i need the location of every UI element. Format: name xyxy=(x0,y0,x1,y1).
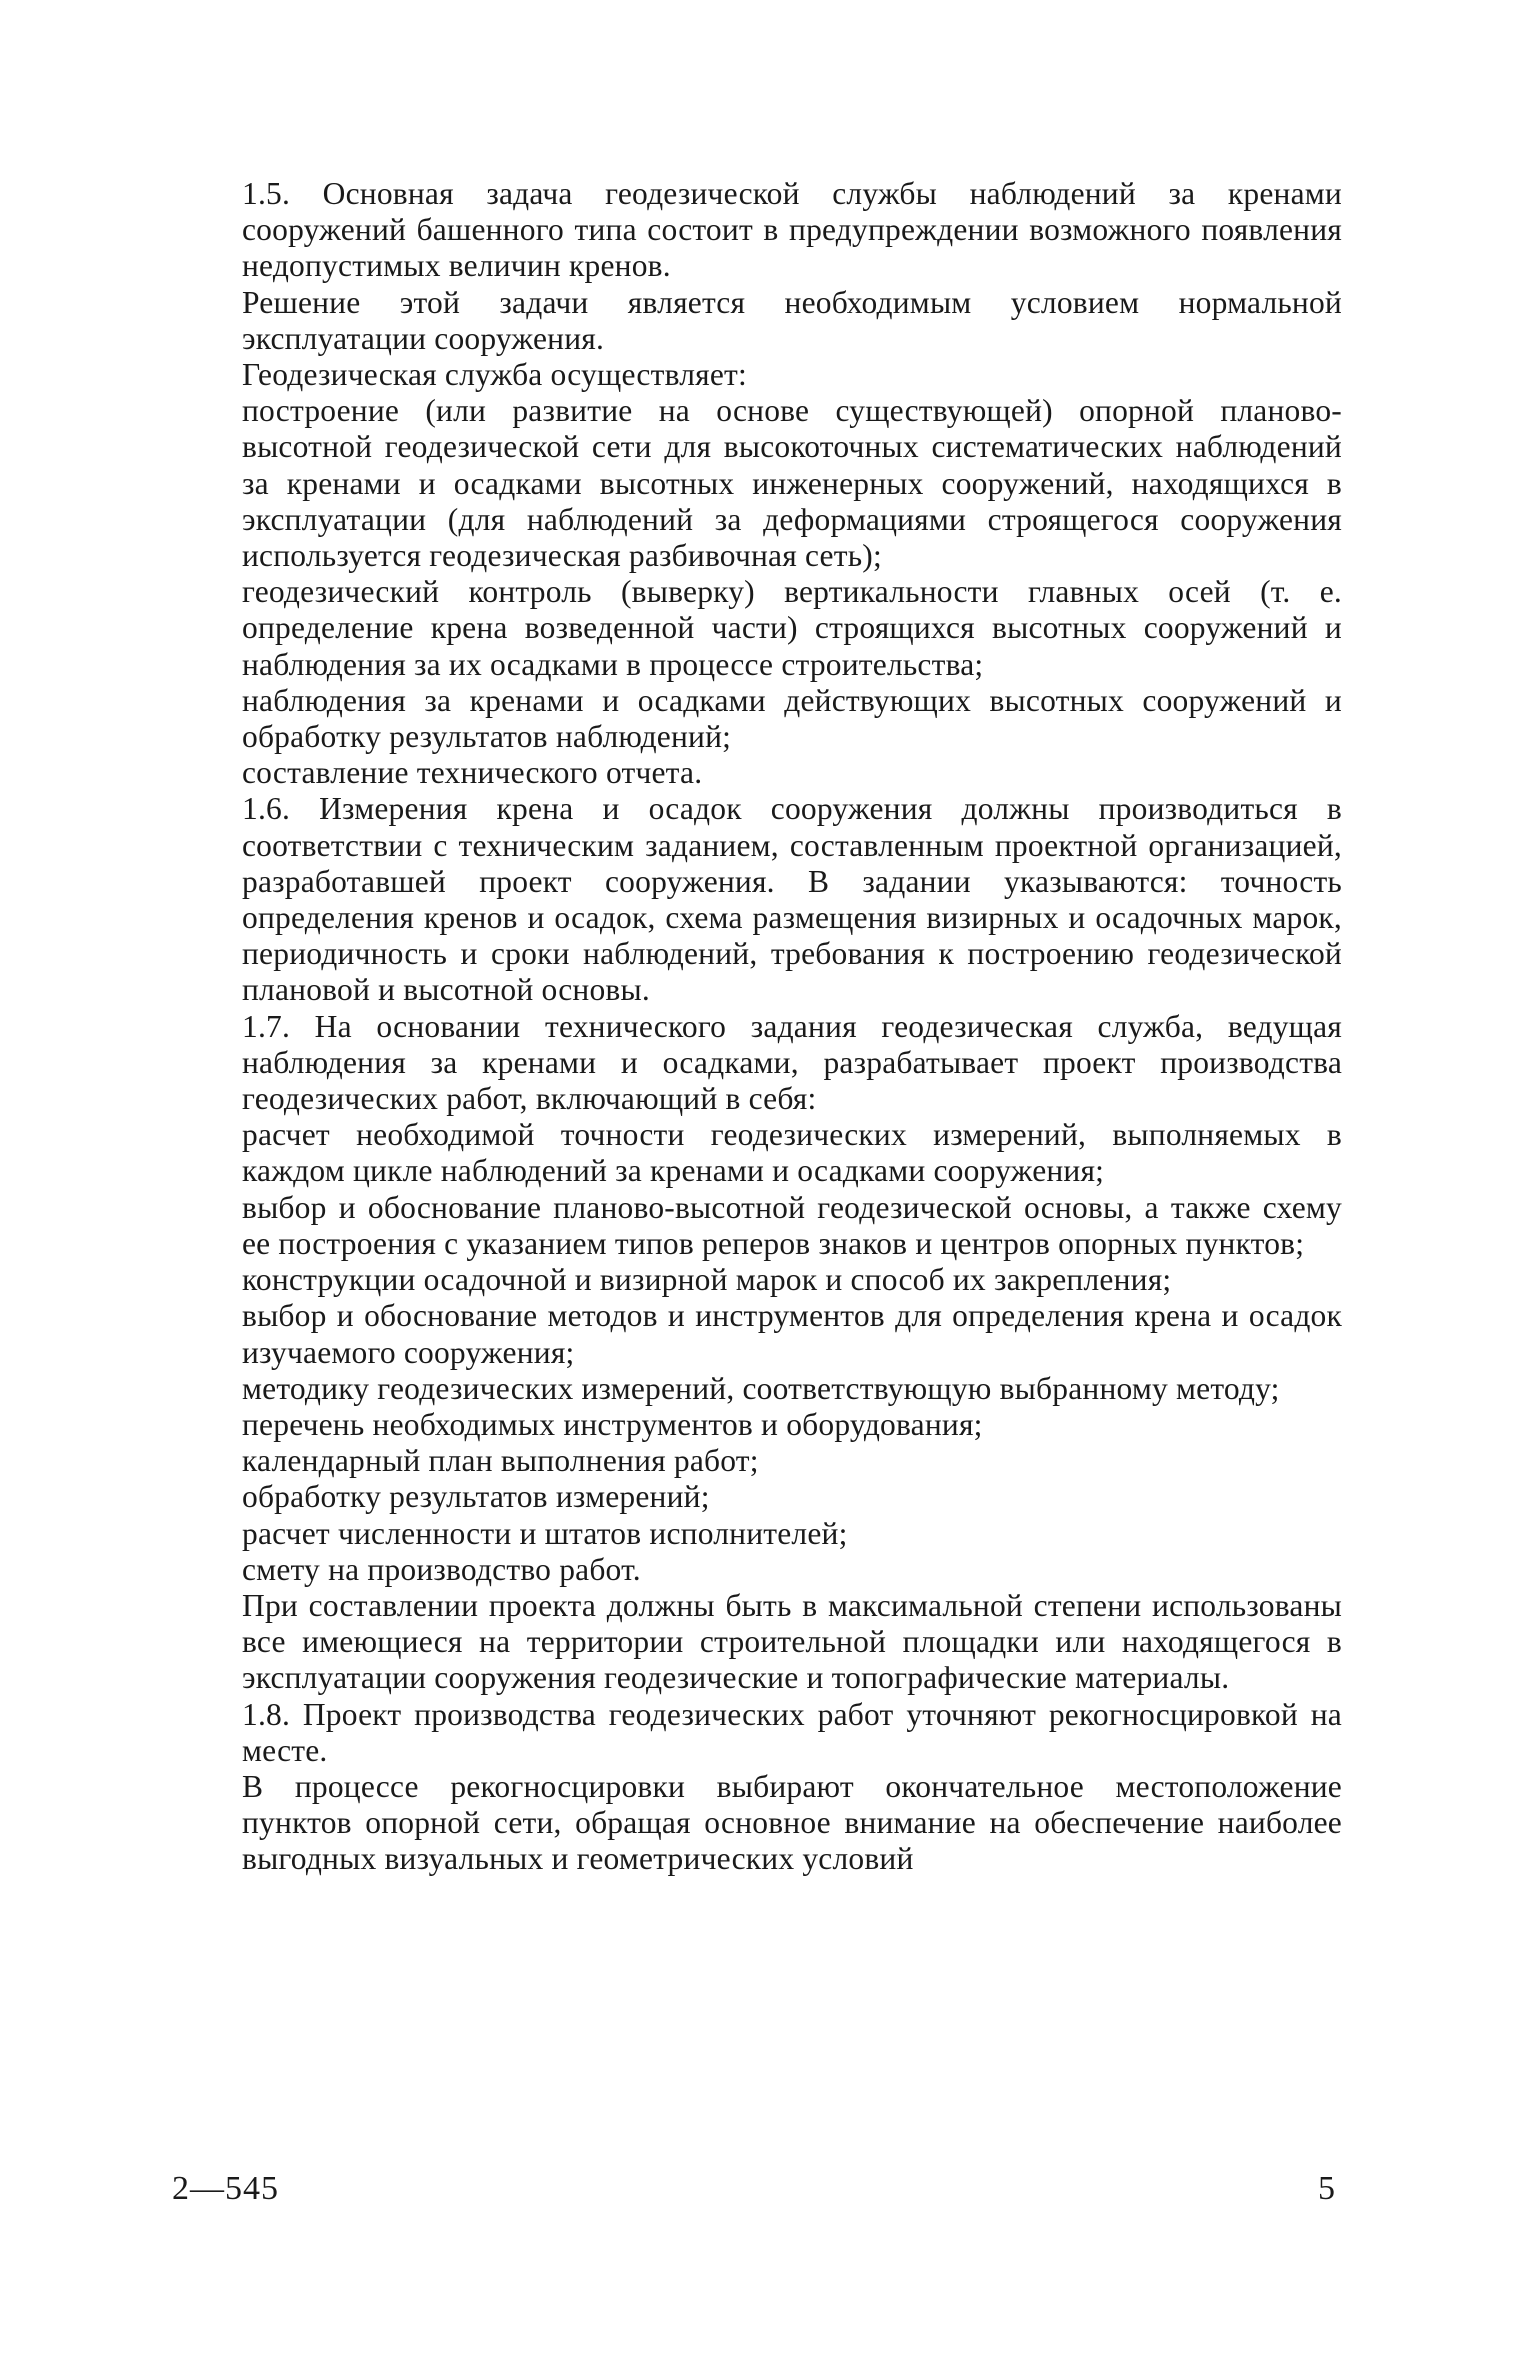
paragraph: Геодезическая служба осуществляет: xyxy=(242,357,747,393)
paragraph: Решение этой задачи является необходимым условием нормальной эксплуатации сооружения. xyxy=(242,284,1342,356)
paragraph: При составлении проекта должны быть в максимальной степени использованы все имеющиеся на территории строительной площадки или находящегося в эксплуатации сооружения геодезические и топографические материалы. xyxy=(242,1587,1342,1696)
list-item: наблюдения за кренами и осадками действующих высотных сооружений и обработку результатов наблюдений; xyxy=(242,682,1342,755)
list-item: конструкции осадочной и визирной марок и способ их закрепления; xyxy=(242,1262,1172,1298)
list-item: построение (или развитие на основе существующей) опорной планово-высотной геодезической сети для высокоточных систематических наблюдений за кренами и осадками высотных инженерных сооружений, находящихся в эксплуатации (для наблюдений за деформациями строящегося сооружения используется геодезическая разбивочная сеть); xyxy=(242,393,1342,574)
list-item: геодезический контроль (выверку) вертикальности главных осей (т. е. определение крена возведенной части) строящихся высотных сооружений и наблюдения за их осадками в процессе строительства; xyxy=(242,574,1342,682)
list-item: выбор и обоснование методов и инструментов для определения крена и осадок изучаемого сооружения; xyxy=(242,1298,1342,1370)
paragraph: В процессе рекогносцировки выбирают окончательное местоположение пунктов опорной сети, обращая основное внимание на обеспечение наиболее выгодных визуальных и геометрических условий xyxy=(242,1768,1342,1877)
list-item: обработку результатов измерений; xyxy=(242,1479,710,1515)
paragraph-1-7: 1.7. На основании технического задания геодезическая служба, ведущая наблюдения за кренами и осадками, разрабатывает проект производства геодезических работ, включающий в себя: xyxy=(242,1008,1342,1117)
list-item: выбор и обоснование планово-высотной геодезической основы, а также схему ее построения с указанием типов реперов знаков и центров опорных пунктов; xyxy=(242,1189,1342,1261)
list-item: смету на производство работ. xyxy=(242,1551,641,1587)
paragraph-1-5: 1.5. Основная задача геодезической службы наблюдений за кренами сооружений башенного типа состоит в предупреждении возможного появления недопустимых величин кренов. xyxy=(242,176,1342,284)
page-number: 5 xyxy=(1318,2170,1335,2207)
body-text xyxy=(242,176,1342,1878)
paragraph-1-8: 1.8. Проект производства геодезических работ уточняют рекогносцировкой на месте. xyxy=(242,1696,1342,1768)
list-item: составление технического отчета. xyxy=(242,755,703,791)
list-item: календарный план выполнения работ; xyxy=(242,1443,759,1479)
list-item: перечень необходимых инструментов и оборудования; xyxy=(242,1406,983,1442)
list-item: расчет численности и штатов исполнителей; xyxy=(242,1515,848,1551)
list-item: методику геодезических измерений, соответствующую выбранному методу; xyxy=(242,1370,1280,1406)
paragraph-1-6: 1.6. Измерения крена и осадок сооружения должны производиться в соответствии с техническим заданием, составленным проектной организацией, разработавшей проект сооружения. В задании указываются: точность определения кренов и осадок, схема размещения визирных и осадочных марок, периодичность и сроки наблюдений, требования к построению геодезической плановой и высотной основы. xyxy=(242,791,1342,1008)
signature-mark: 2—545 xyxy=(172,2170,279,2207)
list-item: расчет необходимой точности геодезических измерений, выполняемых в каждом цикле наблюдений за кренами и осадками сооружения; xyxy=(242,1117,1342,1189)
